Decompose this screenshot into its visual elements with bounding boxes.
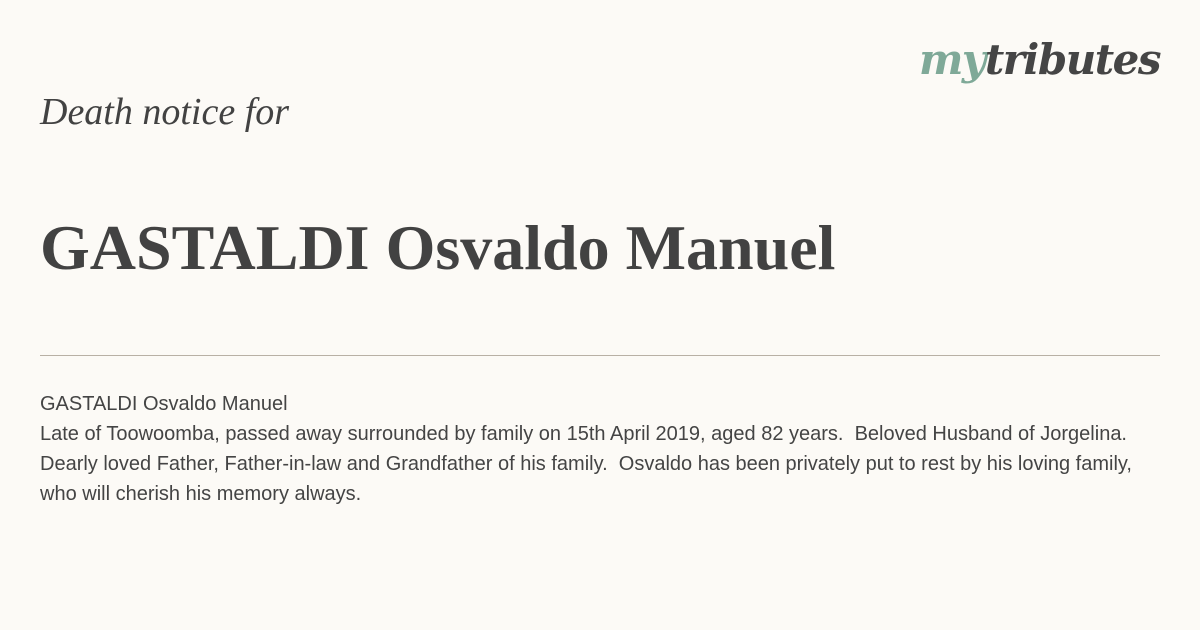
notice-body <box>40 389 1150 509</box>
notice-body-name: GASTALDI Osvaldo Manuel <box>40 393 288 415</box>
notice-body-text: Late of Toowoomba, passed away surrounded by family on 15th April 2019, aged 82 years. Beloved Husband of Jorgelina. Dearly loved Father, Father-in-law and Grandfather of his family. Osvaldo has been privately put to rest by his loving family, who will cherish his memory always. <box>40 423 1139 505</box>
logo-text-my: my <box>918 35 985 84</box>
deceased-name-title: GASTALDI Osvaldo Manuel <box>40 212 836 283</box>
mytributes-logo[interactable] <box>919 34 1160 86</box>
notice-kicker: Death notice for <box>40 91 290 133</box>
section-divider <box>40 355 1160 356</box>
logo-text-tributes: tributes <box>984 35 1160 84</box>
